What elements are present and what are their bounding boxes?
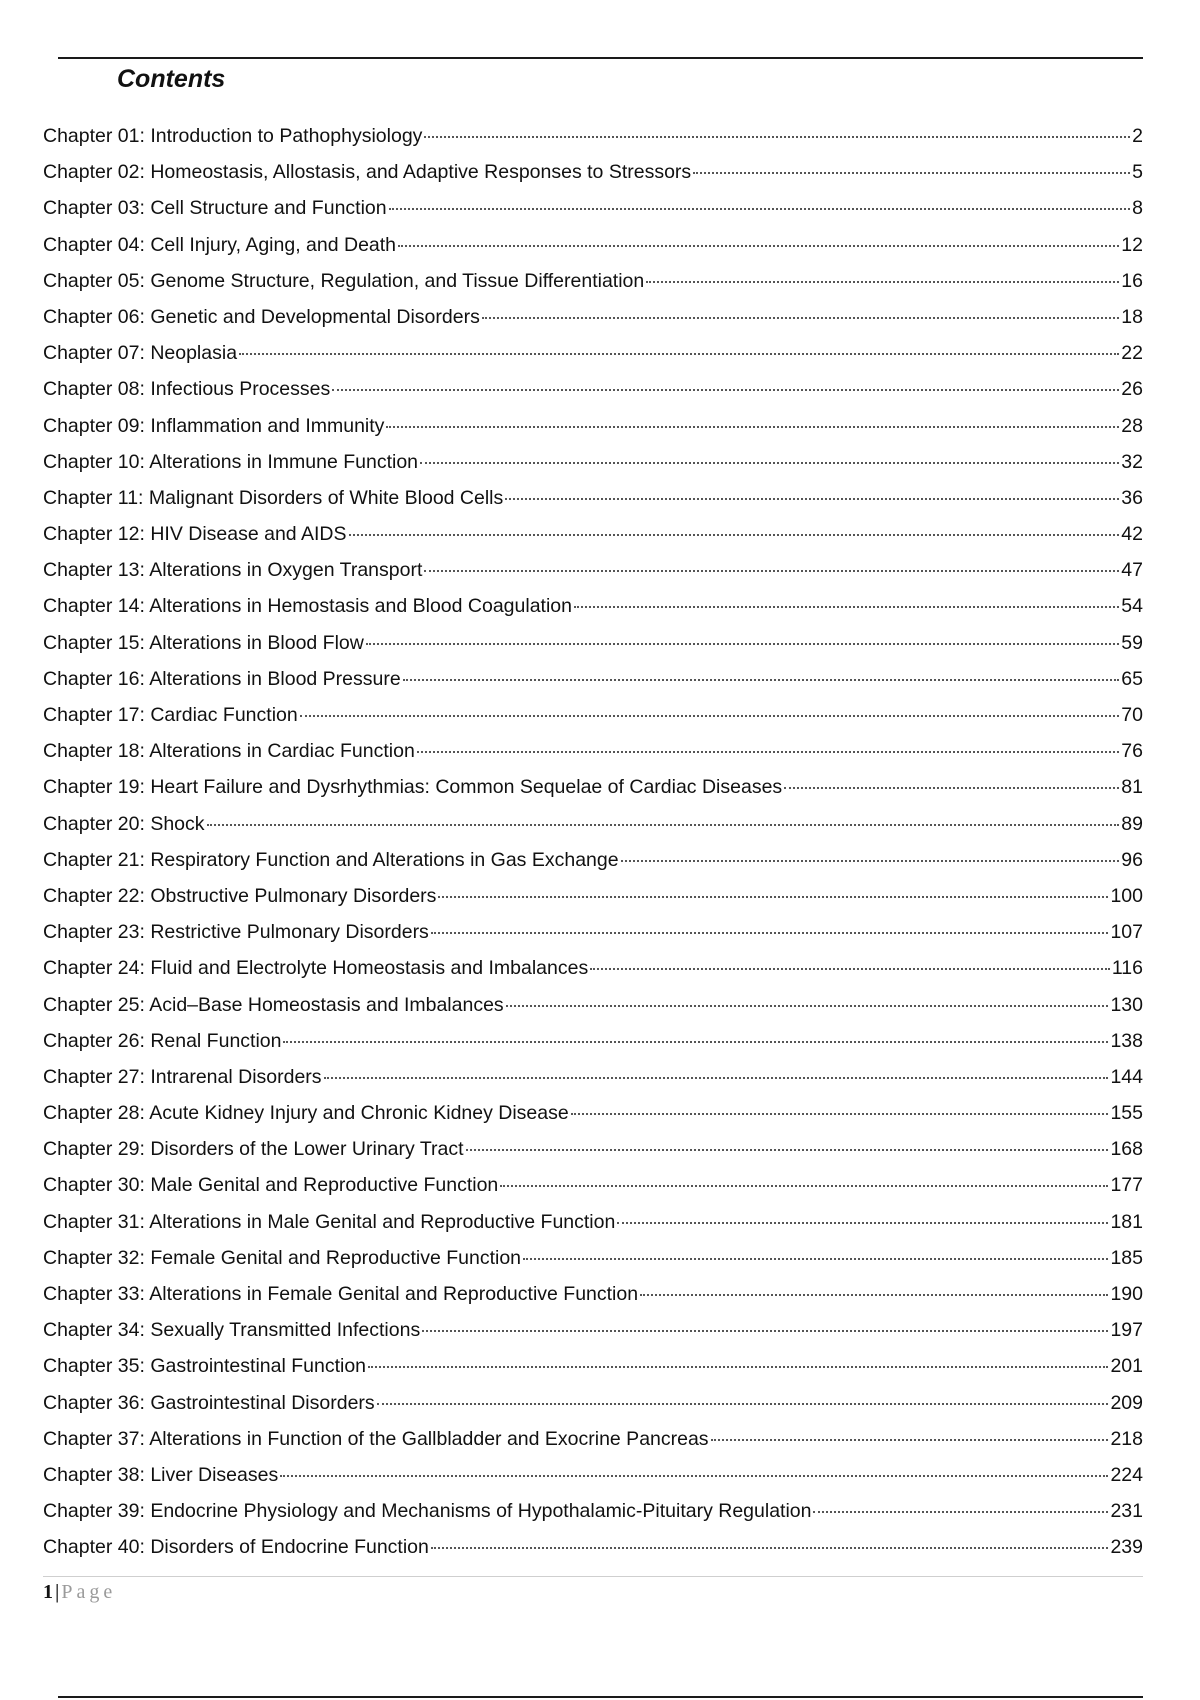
toc-entry-title[interactable]: Chapter 06: Genetic and Developmental Disorders	[43, 305, 480, 328]
toc-entry-title[interactable]: Chapter 34: Sexually Transmitted Infections	[43, 1319, 421, 1342]
toc-entry-page[interactable]: 231	[1110, 1500, 1143, 1523]
toc-entry-title[interactable]: Chapter 37: Alterations in Function of the Gallbladder and Exocrine Pancreas	[43, 1427, 709, 1450]
toc-entry[interactable]	[43, 1240, 1143, 1276]
dot-leader	[389, 208, 1131, 210]
toc-entry-page[interactable]: 185	[1110, 1246, 1143, 1269]
dot-leader	[377, 1403, 1109, 1405]
dot-leader	[505, 498, 1119, 500]
toc-entry-page[interactable]: 224	[1110, 1463, 1143, 1486]
toc-entry-page[interactable]: 28	[1121, 414, 1143, 437]
toc-entry-page[interactable]: 116	[1111, 957, 1143, 980]
toc-entry-title[interactable]: Chapter 30: Male Genital and Reproductive Function	[43, 1174, 499, 1197]
top-rule	[58, 57, 1143, 59]
page-footer	[43, 1580, 116, 1604]
dot-leader	[646, 281, 1119, 283]
toc-entry[interactable]	[43, 263, 1143, 299]
toc-entry-title[interactable]: Chapter 22: Obstructive Pulmonary Disorders	[43, 884, 437, 907]
toc-entry-page[interactable]: 144	[1110, 1065, 1143, 1088]
dot-leader	[239, 353, 1119, 355]
toc-entry-page[interactable]: 100	[1110, 884, 1143, 907]
toc-entry-page[interactable]: 59	[1121, 631, 1143, 654]
toc-entry[interactable]	[43, 335, 1143, 371]
toc-entry-page[interactable]: 239	[1110, 1536, 1143, 1559]
page-number: 1	[43, 1581, 53, 1603]
dot-leader	[506, 1005, 1109, 1007]
toc-entry[interactable]	[43, 1095, 1143, 1131]
toc-entry-page[interactable]: 138	[1110, 1029, 1143, 1052]
dot-leader	[431, 1547, 1109, 1549]
toc-entry[interactable]	[43, 154, 1143, 190]
toc-entry-title[interactable]: Chapter 23: Restrictive Pulmonary Disorders	[43, 921, 429, 944]
toc-entry[interactable]	[43, 408, 1143, 444]
toc-entry[interactable]	[43, 950, 1143, 986]
dot-leader	[366, 643, 1119, 645]
toc-entry-title[interactable]: Chapter 20: Shock	[43, 812, 205, 835]
toc-entry[interactable]	[43, 914, 1143, 950]
toc-entry[interactable]	[43, 1059, 1143, 1095]
toc-entry[interactable]	[43, 733, 1143, 769]
dot-leader	[482, 317, 1119, 319]
toc-entry-title[interactable]: Chapter 40: Disorders of Endocrine Function	[43, 1536, 429, 1559]
toc-entry-title[interactable]: Chapter 38: Liver Diseases	[43, 1463, 279, 1486]
toc-entry-title[interactable]: Chapter 29: Disorders of the Lower Urinary Tract	[43, 1138, 464, 1161]
toc-entry-page[interactable]: 209	[1110, 1391, 1143, 1414]
table-of-contents	[43, 118, 1143, 1566]
toc-entry-title[interactable]: Chapter 33: Alterations in Female Genital and Reproductive Function	[43, 1283, 639, 1305]
toc-entry-page[interactable]: 22	[1121, 342, 1143, 365]
toc-entry[interactable]	[43, 1457, 1143, 1493]
toc-entry-title[interactable]: Chapter 25: Acid–Base Homeostasis and Imbalances	[43, 993, 504, 1016]
toc-entry-title[interactable]: Chapter 28: Acute Kidney Injury and Chronic Kidney Disease	[43, 1102, 569, 1125]
toc-entry-title[interactable]: Chapter 09: Inflammation and Immunity	[43, 414, 385, 437]
toc-entry[interactable]	[43, 1167, 1143, 1203]
toc-entry-page[interactable]: 42	[1121, 523, 1143, 546]
toc-entry-title[interactable]: Chapter 04: Cell Injury, Aging, and Death	[43, 233, 397, 256]
toc-entry-page[interactable]: 18	[1121, 305, 1143, 328]
toc-entry-page[interactable]: 96	[1121, 848, 1143, 871]
toc-entry[interactable]	[43, 1312, 1143, 1348]
toc-entry[interactable]	[43, 806, 1143, 842]
dot-leader	[422, 1330, 1108, 1332]
footer-separator: |	[55, 1581, 60, 1603]
toc-entry[interactable]	[43, 661, 1143, 697]
toc-entry-page[interactable]: 47	[1121, 559, 1143, 582]
dot-leader	[386, 426, 1119, 428]
toc-entry-title[interactable]: Chapter 15: Alterations in Blood Flow	[43, 631, 364, 654]
toc-entry-page[interactable]: 177	[1110, 1174, 1143, 1197]
toc-entry-title[interactable]: Chapter 08: Infectious Processes	[43, 378, 331, 401]
toc-entry-title[interactable]: Chapter 14: Alterations in Hemostasis and Blood Coagulation	[43, 595, 572, 618]
toc-entry-page[interactable]: 181	[1110, 1210, 1143, 1233]
toc-entry-title[interactable]: Chapter 32: Female Genital and Reproductive Function	[43, 1246, 522, 1269]
dot-leader	[420, 462, 1119, 464]
dot-leader	[207, 824, 1120, 826]
toc-entry-page[interactable]: 36	[1121, 486, 1143, 509]
toc-entry-page[interactable]: 89	[1121, 812, 1143, 835]
toc-entry[interactable]	[43, 1348, 1143, 1384]
bottom-rule	[58, 1696, 1143, 1698]
toc-entry-title[interactable]: Chapter 01: Introduction to Pathophysiology	[43, 125, 423, 147]
toc-entry[interactable]	[43, 878, 1143, 914]
toc-entry-page[interactable]: 81	[1121, 776, 1143, 799]
toc-entry-title[interactable]: Chapter 18: Alterations in Cardiac Function	[43, 740, 415, 763]
toc-entry-page[interactable]: 218	[1110, 1427, 1143, 1450]
toc-entry-title[interactable]: Chapter 36: Gastrointestinal Disorders	[43, 1391, 375, 1414]
toc-entry[interactable]	[43, 1529, 1143, 1565]
toc-entry-title[interactable]: Chapter 05: Genome Structure, Regulation, and Tissue Differentiation	[43, 269, 645, 292]
dot-leader	[466, 1149, 1109, 1151]
toc-entry-title[interactable]: Chapter 12: HIV Disease and AIDS	[43, 523, 347, 546]
dot-leader	[500, 1185, 1108, 1187]
dot-leader	[571, 1113, 1109, 1115]
toc-entry-page[interactable]: 201	[1110, 1355, 1143, 1378]
footer-rule	[43, 1576, 1143, 1577]
toc-entry-page[interactable]: 8	[1132, 197, 1143, 220]
dot-leader	[438, 896, 1108, 898]
dot-leader	[424, 570, 1119, 572]
dot-leader	[711, 1439, 1109, 1441]
toc-entry[interactable]	[43, 842, 1143, 878]
toc-entry-page[interactable]: 168	[1110, 1138, 1143, 1161]
dot-leader	[349, 534, 1120, 536]
toc-entry-page[interactable]: 76	[1121, 740, 1143, 763]
toc-entry[interactable]	[43, 480, 1143, 516]
toc-entry[interactable]	[43, 769, 1143, 805]
dot-leader	[324, 1077, 1109, 1079]
toc-entry-page[interactable]: 65	[1121, 667, 1143, 690]
dot-leader	[368, 1366, 1108, 1368]
toc-entry[interactable]	[43, 444, 1143, 480]
toc-entry[interactable]	[43, 118, 1143, 154]
toc-entry[interactable]	[43, 625, 1143, 661]
toc-entry[interactable]	[43, 516, 1143, 552]
toc-entry-page[interactable]: 26	[1121, 378, 1143, 401]
toc-entry[interactable]	[43, 1204, 1143, 1240]
dot-leader	[813, 1511, 1108, 1513]
dot-leader	[574, 606, 1119, 608]
dot-leader	[621, 860, 1120, 862]
toc-entry-title[interactable]: Chapter 13: Alterations in Oxygen Transport	[43, 559, 423, 582]
toc-entry[interactable]	[43, 552, 1143, 588]
dot-leader	[640, 1294, 1108, 1296]
toc-entry-title[interactable]: Chapter 39: Endocrine Physiology and Mechanisms of Hypothalamic-Pituitary Regulation	[43, 1500, 812, 1523]
toc-entry-page[interactable]: 155	[1110, 1102, 1143, 1125]
toc-entry[interactable]	[43, 371, 1143, 407]
toc-entry-page[interactable]: 16	[1121, 269, 1143, 292]
dot-leader	[283, 1041, 1108, 1043]
toc-entry-page[interactable]: 190	[1110, 1283, 1143, 1305]
toc-entry-title[interactable]: Chapter 24: Fluid and Electrolyte Homeostasis and Imbalances	[43, 957, 589, 980]
toc-entry[interactable]	[43, 190, 1143, 226]
toc-entry-page[interactable]: 12	[1121, 233, 1143, 256]
toc-entry-page[interactable]: 130	[1110, 993, 1143, 1016]
toc-entry[interactable]	[43, 1023, 1143, 1059]
dot-leader	[590, 968, 1110, 970]
toc-entry[interactable]	[43, 1493, 1143, 1529]
toc-entry-page[interactable]: 32	[1121, 450, 1143, 473]
toc-entry-title[interactable]: Chapter 17: Cardiac Function	[43, 704, 298, 726]
dot-leader	[417, 751, 1120, 753]
dot-leader	[693, 172, 1130, 174]
toc-entry[interactable]	[43, 1385, 1143, 1421]
toc-entry[interactable]	[43, 588, 1143, 624]
dot-leader	[403, 679, 1120, 681]
toc-entry-title[interactable]: Chapter 26: Renal Function	[43, 1029, 282, 1052]
toc-entry-title[interactable]: Chapter 10: Alterations in Immune Function	[43, 450, 419, 473]
dot-leader	[398, 245, 1119, 247]
toc-entry[interactable]	[43, 697, 1143, 733]
toc-entry[interactable]	[43, 299, 1143, 335]
toc-entry-title[interactable]: Chapter 07: Neoplasia	[43, 342, 238, 365]
toc-entry-page[interactable]: 70	[1121, 704, 1143, 726]
toc-entry-title[interactable]: Chapter 16: Alterations in Blood Pressure	[43, 667, 401, 690]
toc-entry-title[interactable]: Chapter 11: Malignant Disorders of White Blood Cells	[43, 486, 504, 509]
toc-entry[interactable]	[43, 1276, 1143, 1312]
page-label: Page	[61, 1581, 117, 1603]
toc-entry-title[interactable]: Chapter 27: Intrarenal Disorders	[43, 1065, 322, 1088]
dot-leader	[424, 136, 1130, 138]
toc-entry[interactable]	[43, 1131, 1143, 1167]
dot-leader	[332, 389, 1119, 391]
contents-heading: Contents	[117, 65, 226, 93]
toc-entry-title[interactable]: Chapter 02: Homeostasis, Allostasis, and Adaptive Responses to Stressors	[43, 161, 692, 184]
toc-entry-page[interactable]: 5	[1132, 161, 1143, 184]
toc-entry-title[interactable]: Chapter 21: Respiratory Function and Alterations in Gas Exchange	[43, 848, 619, 871]
toc-entry[interactable]	[43, 1421, 1143, 1457]
toc-entry-page[interactable]: 54	[1121, 595, 1143, 618]
toc-entry-title[interactable]: Chapter 35: Gastrointestinal Function	[43, 1355, 367, 1378]
toc-entry-page[interactable]: 2	[1132, 125, 1143, 147]
dot-leader	[617, 1222, 1108, 1224]
toc-entry-title[interactable]: Chapter 19: Heart Failure and Dysrhythmias: Common Sequelae of Cardiac Diseases	[43, 776, 783, 799]
dot-leader	[523, 1258, 1108, 1260]
toc-entry[interactable]	[43, 987, 1143, 1023]
toc-entry-title[interactable]: Chapter 31: Alterations in Male Genital and Reproductive Function	[43, 1210, 616, 1233]
toc-entry[interactable]	[43, 227, 1143, 263]
dot-leader	[431, 932, 1109, 934]
toc-entry-page[interactable]: 197	[1110, 1319, 1143, 1342]
dot-leader	[280, 1475, 1108, 1477]
toc-entry-page[interactable]: 107	[1110, 921, 1143, 944]
dot-leader	[300, 715, 1120, 717]
dot-leader	[784, 787, 1119, 789]
toc-entry-title[interactable]: Chapter 03: Cell Structure and Function	[43, 197, 387, 220]
